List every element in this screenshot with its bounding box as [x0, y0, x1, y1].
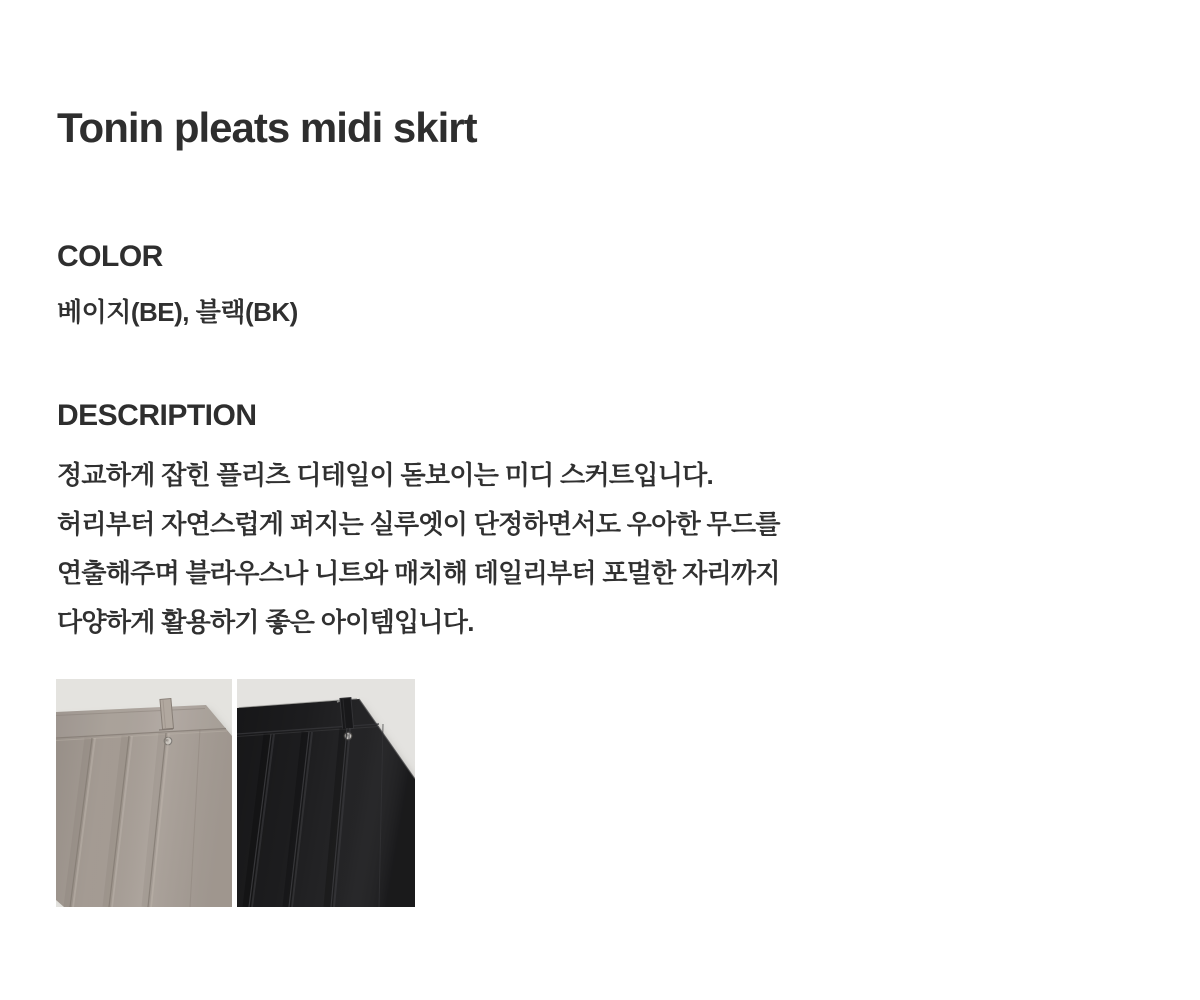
- black-skirt-photo: [237, 679, 415, 907]
- beige-skirt-photo: [56, 679, 232, 907]
- description-section-heading: DESCRIPTION: [57, 399, 257, 432]
- belt-loop: [340, 697, 354, 729]
- color-options-value: 베이지(BE), 블랙(BK): [57, 297, 298, 327]
- belt-loop: [160, 698, 174, 729]
- description-line: 정교하게 잡힌 플리츠 디테일이 돋보이는 미디 스커트입니다.: [57, 460, 714, 490]
- product-title: Tonin pleats midi skirt: [57, 104, 477, 151]
- black-skirt-illustration: [237, 679, 415, 907]
- description-line: 다양하게 활용하기 좋은 아이템입니다.: [57, 607, 474, 637]
- beige-skirt-illustration: [56, 679, 232, 907]
- description-line: 연출해주며 블라우스나 니트와 매치해 데일리부터 포멀한 자리까지: [57, 558, 780, 588]
- color-section-heading: COLOR: [57, 240, 163, 273]
- belt-loop-shadow: [159, 729, 173, 730]
- description-paragraph: [57, 451, 780, 647]
- description-line: 허리부터 자연스럽게 퍼지는 실루엣이 단정하면서도 우아한 무드를: [57, 509, 780, 539]
- product-image-row: [56, 679, 415, 907]
